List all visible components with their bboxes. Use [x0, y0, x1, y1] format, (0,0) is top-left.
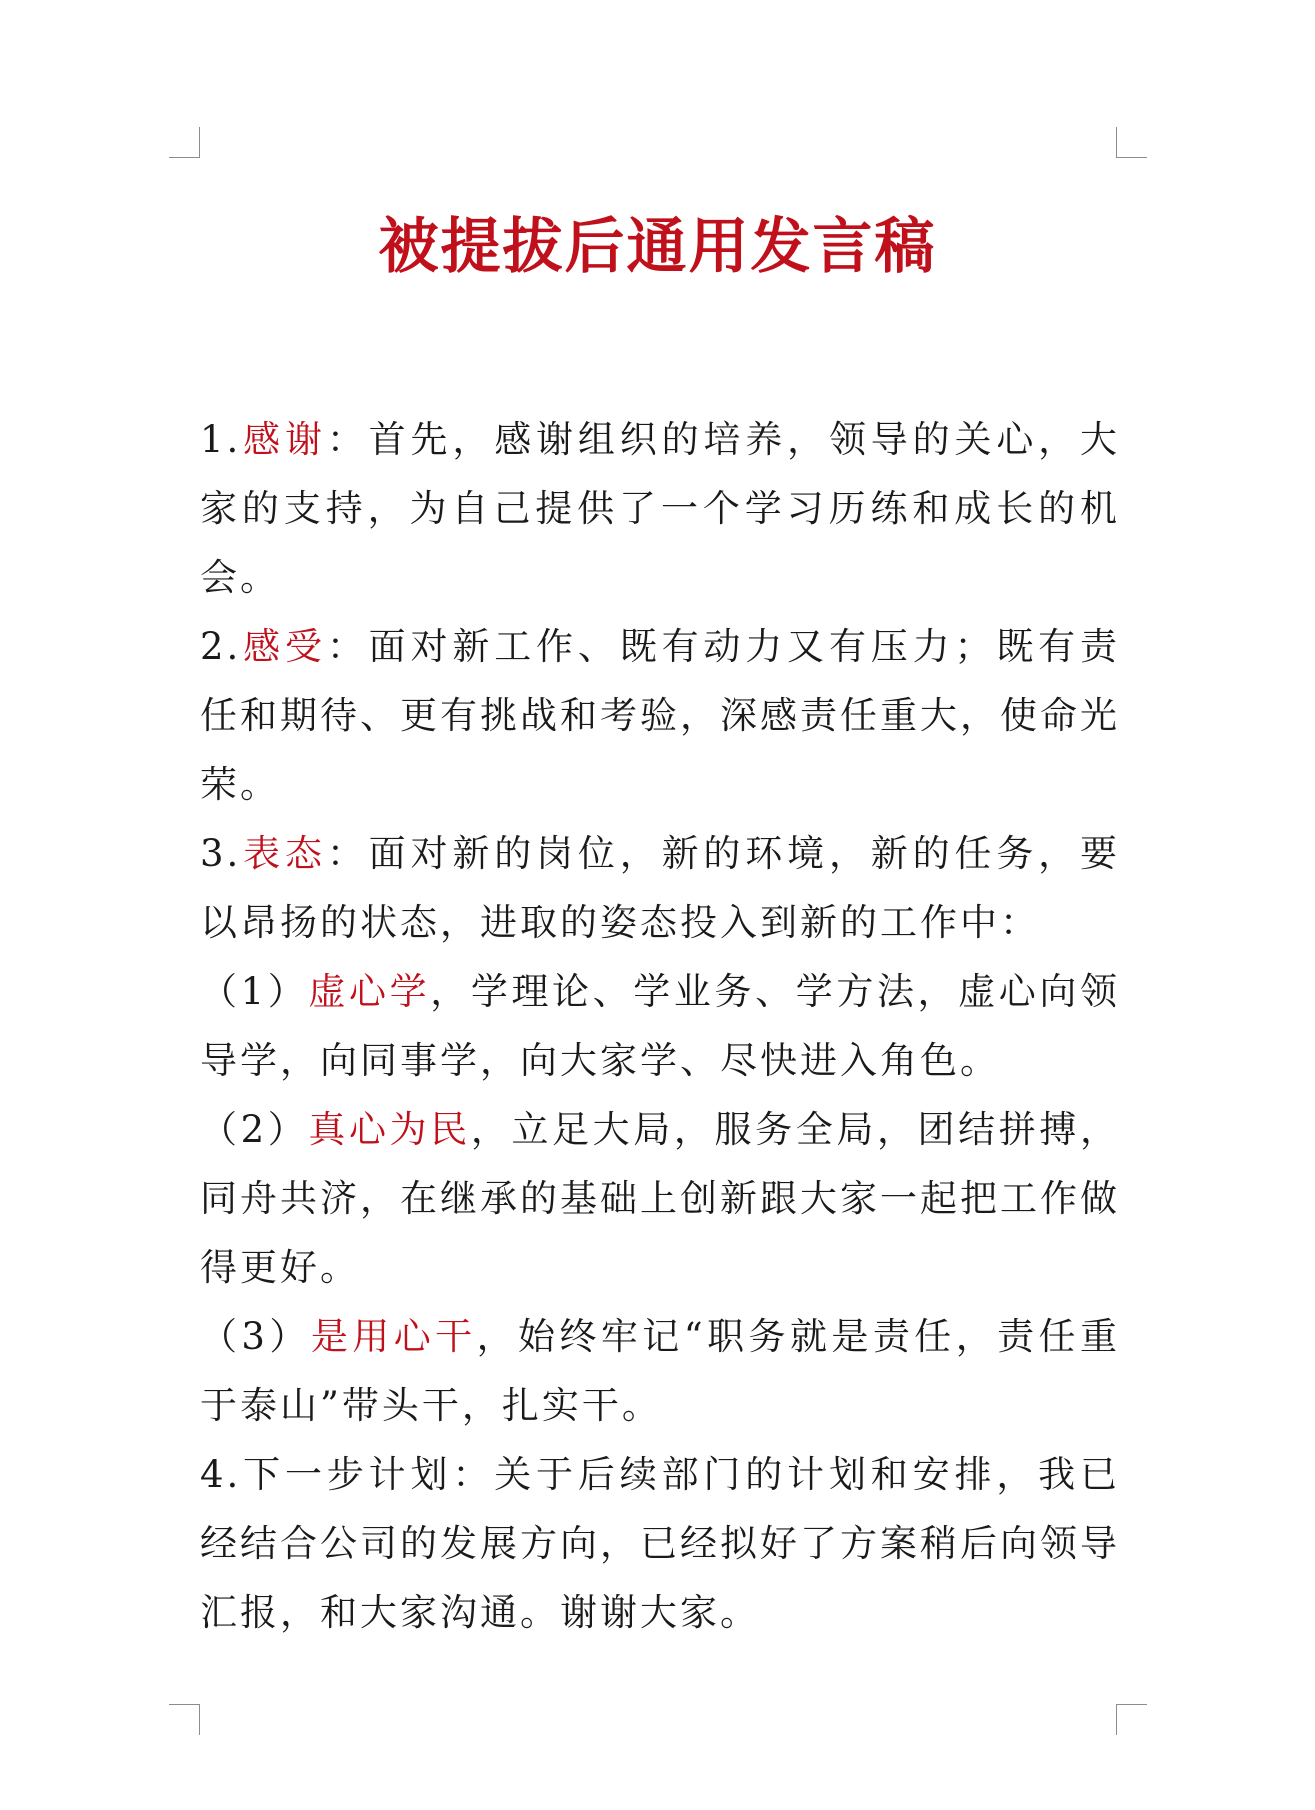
paragraph-number: 2.	[200, 625, 242, 668]
crop-mark-top-left	[169, 127, 200, 158]
paragraph-text: ：面对新的岗位，新的环境，新的任务，要以昂扬的状态，进取的姿态投入到新的工作中：	[200, 832, 1121, 944]
paragraph-number: （1）	[200, 970, 309, 1013]
highlight-keyword: 是用心干	[310, 1315, 477, 1358]
highlight-keyword: 表态	[241, 832, 327, 875]
crop-mark-top-right	[1116, 127, 1147, 158]
paragraph-text: ：首先，感谢组织的培养，领导的关心，大家的支持，为自己提供了一个学习历练和成长的机会。	[200, 418, 1121, 599]
paragraph-stance	[200, 819, 1120, 957]
document-body	[200, 405, 1120, 1647]
paragraph-thanks	[200, 405, 1120, 612]
highlight-keyword: 感谢	[241, 418, 327, 461]
highlight-keyword: 虚心学	[308, 970, 431, 1013]
paragraph-number: 1.	[200, 418, 242, 461]
paragraph-text: 下一步计划：关于后续部门的计划和安排，我已经结合公司的发展方向，已经拟好了方案稍后向领导汇报，和大家沟通。谢谢大家。	[200, 1453, 1120, 1634]
paragraph-number: 4.	[200, 1453, 242, 1496]
paragraph-text: ，学理论、学业务、学方法，虚心向领导学，向同事学，向大家学、尽快进入角色。	[200, 970, 1121, 1082]
crop-mark-bottom-right	[1116, 1704, 1147, 1735]
crop-mark-bottom-left	[169, 1704, 200, 1735]
paragraph-work	[200, 1302, 1120, 1440]
paragraph-text: ，立足大局，服务全局，团结拼搏，同舟共济，在继承的基础上创新跟大家一起把工作做得更好。	[200, 1108, 1120, 1289]
highlight-keyword: 感受	[241, 625, 327, 668]
paragraph-number: （2）	[200, 1108, 309, 1151]
paragraph-text: ，始终牢记“职务就是责任，责任重于泰山”带头干，扎实干。	[200, 1315, 1120, 1427]
paragraph-number: 3.	[200, 832, 242, 875]
highlight-keyword: 真心为民	[308, 1108, 471, 1151]
paragraph-text: ：面对新工作、既有动力又有压力；既有责任和期待、更有挑战和考验，深感责任重大，使命光荣。	[200, 625, 1121, 806]
paragraph-learn	[200, 957, 1120, 1095]
paragraph-feelings	[200, 612, 1120, 819]
document-title: 被提拔后通用发言稿	[378, 212, 937, 282]
paragraph-next-plan	[200, 1440, 1120, 1647]
paragraph-number: （3）	[200, 1315, 311, 1358]
paragraph-serve	[200, 1095, 1120, 1302]
